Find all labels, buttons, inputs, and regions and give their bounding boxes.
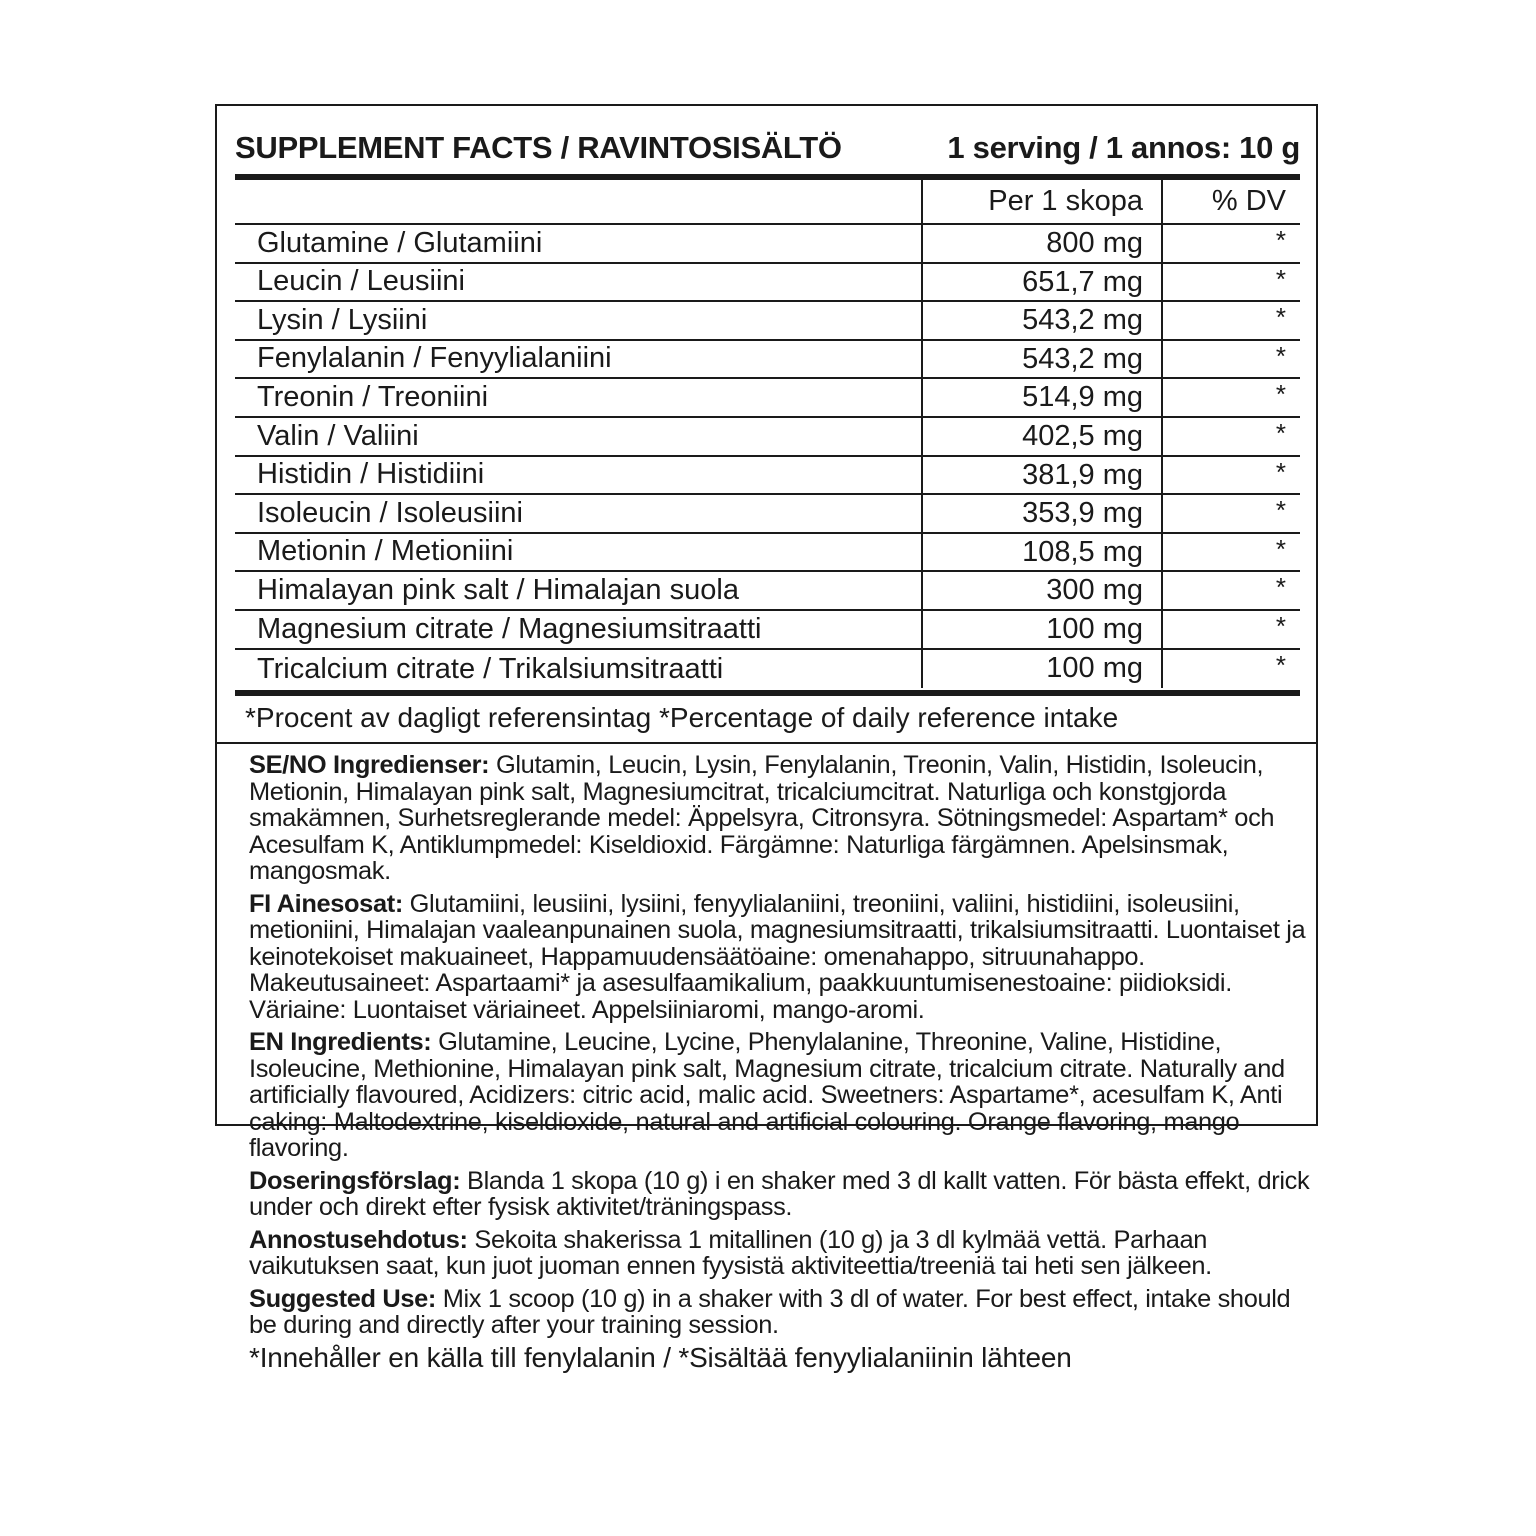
nutrient-dv: * [1161,418,1300,455]
dosage-se: Doseringsförslag: Blanda 1 skopa (10 g) i en shaker med 3 dl kallt vatten. För bästa effekt, drick under och direkt efter fysisk aktivitet/träningspass. [249,1166,1310,1221]
nutrient-dv: * [1161,650,1300,689]
nutrient-amount: 651,7 mg [921,264,1161,301]
nutrient-dv: * [1161,264,1300,301]
nutrient-dv: * [1161,572,1300,609]
nutrient-amount: 100 mg [921,650,1161,689]
dv-footnote: *Procent av dagligt referensintag *Percentage of daily reference intake [245,702,1119,733]
dosage-en: Suggested Use: Mix 1 scoop (10 g) in a shaker with 3 dl of water. For best effect, intake should be during and directly after your training session. [249,1284,1291,1339]
ingredients-fi: FI Ainesosat: Glutamiini, leusiini, lysiini, fenyylialaniini, treoniini, valiini, histidiini, isoleusiini, metioniini, Himalajan vaaleanpunainen suola, magnesiumsitraatti, trikalsiumsitraatti. Luontaiset ja keinotekoiset makuaineet, Happamuudensäätöaine: omenahappo, sitruunahappo. Makeutusaineet: Aspartaami* ja asesulfaamikalium, paakkuuntumisenestoaine: piidioksidi. Väriaine: Luontaiset väriaineet. Appelsiiniaromi, mango-aromi. [249,889,1306,1024]
nutrient-dv: * [1161,457,1300,494]
nutrient-amount: 100 mg [921,611,1161,648]
phenylalanine-note: *Innehåller en källa till fenylalanin / *Sisältää fenyylialaniinin lähteen [249,1341,1072,1373]
column-header-dv: % DV [1161,179,1300,223]
facts-title: SUPPLEMENT FACTS / RAVINTOSISÄLTÖ [235,130,842,165]
nutrient-name: Lysin / Lysiini [257,303,428,336]
supplement-label [215,104,1318,1373]
ingredients-section [249,752,1310,1371]
nutrient-name: Leucin / Leusiini [257,265,465,298]
nutrient-dv: * [1161,379,1300,416]
nutrient-amount: 543,2 mg [921,341,1161,378]
table-header-row [235,179,1300,225]
table-row [235,379,1300,418]
table-row [235,457,1300,496]
facts-header [235,128,1300,168]
nutrient-amount: 353,9 mg [921,495,1161,532]
facts-table [235,179,1300,688]
supplement-facts-panel [217,106,1316,744]
table-row [235,225,1300,264]
table-row [235,611,1300,650]
nutrient-dv: * [1161,225,1300,262]
bottom-thick-rule [235,690,1300,696]
nutrient-amount: 514,9 mg [921,379,1161,416]
ingredients-se: SE/NO Ingredienser: Glutamin, Leucin, Lysin, Fenylalanin, Treonin, Valin, Histidin, Isoleucin, Metionin, Himalayan pink salt, Magnesiumcitrat, tricalciumcitrat. Naturliga och konstgjorda smakämnen, Surhetsreglerande medel: Äppelsyra, Citronsyra. Sötningsmedel: Aspartam* och Acesulfam K, Antiklumpmedel: Kiseldioxid. Färgämne: Naturliga färgämnen. Apelsinsmak, mangosmak. [249,751,1275,885]
nutrient-amount: 381,9 mg [921,457,1161,494]
table-row [235,650,1300,689]
nutrient-dv: * [1161,534,1300,571]
nutrient-name: Magnesium citrate / Magnesiumsitraatti [257,612,762,645]
column-header-amount: Per 1 skopa [921,179,1161,223]
nutrient-name: Glutamine / Glutamiini [257,226,543,259]
nutrient-name: Tricalcium citrate / Trikalsiumsitraatti [257,653,724,686]
dosage-fi: Annostusehdotus: Sekoita shakerissa 1 mitallinen (10 g) ja 3 dl kylmää vettä. Parhaan vaikutuksen saat, kun juot juoman ennen fyysistä aktiviteettia/treeniä tai heti sen jälkeen. [249,1225,1212,1280]
nutrient-dv: * [1161,302,1300,339]
nutrient-amount: 543,2 mg [921,302,1161,339]
nutrient-amount: 300 mg [921,572,1161,609]
nutrient-amount: 402,5 mg [921,418,1161,455]
table-row [235,418,1300,457]
nutrient-name: Fenylalanin / Fenyylialaniini [257,342,612,375]
table-row [235,302,1300,341]
nutrient-name: Histidin / Histidiini [257,458,485,491]
nutrient-dv: * [1161,341,1300,378]
table-row [235,264,1300,303]
nutrient-amount: 108,5 mg [921,534,1161,571]
nutrient-dv: * [1161,611,1300,648]
nutrient-name: Metionin / Metioniini [257,535,514,568]
table-row [235,572,1300,611]
nutrient-name: Isoleucin / Isoleusiini [257,496,523,529]
nutrient-name: Himalayan pink salt / Himalajan suola [257,573,739,606]
nutrient-name: Valin / Valiini [257,419,419,452]
ingredients-en: EN Ingredients: Glutamine, Leucine, Lycine, Phenylalanine, Threonine, Valine, Histidine, Isoleucine, Methionine, Himalayan pink salt, Magnesium citrate, tricalcium citrate. Naturally and artificially flavoured, Acidizers: citric acid, malic acid. Sweetners: Aspartame*, acesulfam K, Anti caking: Maltodextrine, kiseldioxide, natural and artificial colouring. Orange flavoring, mango flavoring. [249,1028,1285,1162]
table-row [235,534,1300,573]
nutrient-amount: 800 mg [921,225,1161,262]
serving-size: 1 serving / 1 annos: 10 g [947,130,1300,165]
table-row [235,495,1300,534]
nutrient-dv: * [1161,495,1300,532]
table-row [235,341,1300,380]
table-body [235,225,1300,688]
nutrient-name: Treonin / Treoniini [257,380,489,413]
